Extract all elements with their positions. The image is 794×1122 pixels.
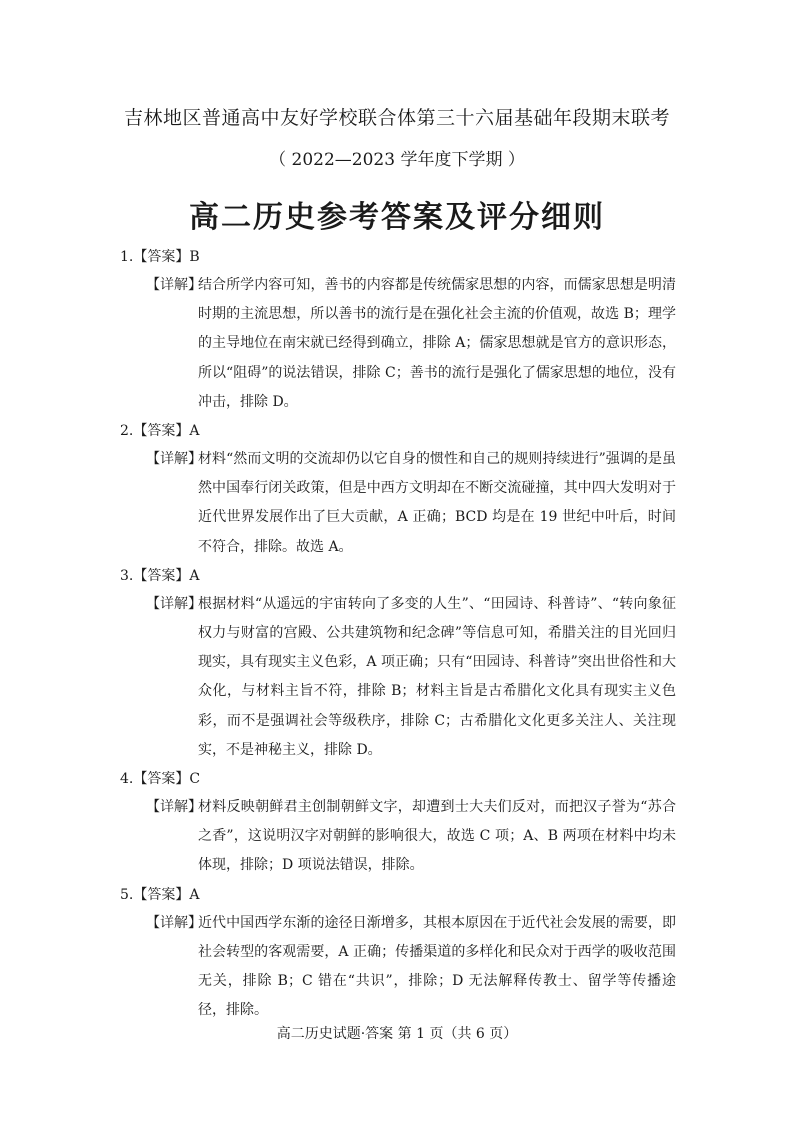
- question-block: [120, 881, 690, 1026]
- question-number: 3.: [120, 567, 134, 584]
- question-number: 4.: [120, 771, 134, 788]
- detail-label: 【详解】: [146, 914, 202, 931]
- question-block: [120, 417, 690, 562]
- detail-section: [146, 909, 690, 1026]
- answer-list: [120, 243, 690, 1025]
- detail-label: 【详解】: [146, 451, 202, 468]
- answer-line: [120, 562, 690, 590]
- detail-text: 近代中国西学东渐的途径日渐增多，其根本原因在于近代社会发展的需要，即社会转型的客观需要，A 正确；传播渠道的多样化和民众对于西学的吸收范围无关，排除 B；C 错在“共识”，排除；D 无法解释传教士、留学等传播途径，排除。: [198, 914, 676, 1019]
- detail-section: [146, 445, 690, 562]
- detail-label: 【详解】: [146, 799, 202, 816]
- answer-value: C: [189, 771, 201, 788]
- detail-label: 【详解】: [146, 595, 202, 612]
- page-footer: 高二历史试题·答案 第 1 页（共 6 页）: [276, 1026, 518, 1042]
- question-number: 5.: [120, 886, 134, 903]
- answer-value: A: [189, 423, 200, 440]
- question-block: [120, 765, 690, 881]
- answer-line: [120, 881, 690, 909]
- detail-section: [146, 793, 690, 881]
- detail-text: 材料“然而文明的交流却仍以它自身的惯性和自己的规则持续进行”强调的是虽然中国奉行闭关政策，但是中西方文明却在不断交流碰撞，其中四大发明对于近代世界发展作出了巨大贡献，A 正确；BCD 均是在 19 世纪中叶后，时间不符合，排除。故选 A。: [198, 451, 676, 555]
- answer-value: B: [189, 249, 200, 265]
- detail-section: [146, 271, 690, 417]
- page-title: 高二历史参考答案及评分细则: [189, 200, 605, 235]
- detail-label: 【详解】: [146, 277, 202, 293]
- question-block: [120, 243, 690, 417]
- answer-line: [120, 243, 690, 271]
- detail-text: 结合所学内容可知，善书的内容都是传统儒家思想的内容，而儒家思想是明清时期的主流思想，所以善书的流行是在强化社会主流的价值观，故选 B；理学的主导地位在南宋就已经得到确立，排除 A；儒家思想就是官方的意识形态，所以“阻碍”的说法错误，排除 C；善书的流行是强化了儒家思想的地位，没有冲击，排除 D。: [198, 277, 676, 410]
- answer-label: 【答案】: [133, 886, 190, 903]
- question-number: 2.: [120, 423, 134, 440]
- answer-line: [120, 417, 690, 445]
- exam-title: 吉林地区普通高中友好学校联合体第三十六届基础年段期末联考: [123, 107, 670, 129]
- answer-label: 【答案】: [133, 771, 190, 788]
- answer-value: A: [189, 886, 200, 903]
- detail-text: 材料反映朝鲜君主创制朝鲜文字，却遭到士大夫们反对，而把汉子誉为“苏合之香”，这说明汉字对朝鲜的影响很大，故选 C 项；A、B 两项在材料中均未体现，排除；D 项说法错误，排除。: [198, 799, 676, 874]
- answer-label: 【答案】: [133, 567, 190, 584]
- question-number: 1.: [120, 249, 134, 265]
- detail-text: 根据材料“从遥远的宇宙转向了多变的人生”、“田园诗、科普诗”、“转向象征权力与财富的宫殿、公共建筑物和纪念碑”等信息可知，希腊关注的目光回归现实，具有现实主义色彩，A 项正确；只有“田园诗、科普诗”突出世俗性和大众化，与材料主旨不符，排除 B；材料主旨是古希腊化文化具有现实主义色彩，而不是强调社会等级秩序，排除 C；古希腊化文化更多关注人、关注现实，不是神秘主义，排除 D。: [198, 595, 676, 758]
- school-year: （ 2022—2023 学年度下学期 ）: [269, 150, 525, 170]
- answer-value: A: [189, 567, 200, 584]
- answer-line: [120, 765, 690, 793]
- answer-label: 【答案】: [133, 249, 190, 265]
- question-block: [120, 562, 690, 765]
- detail-section: [146, 590, 690, 765]
- answer-label: 【答案】: [133, 423, 190, 440]
